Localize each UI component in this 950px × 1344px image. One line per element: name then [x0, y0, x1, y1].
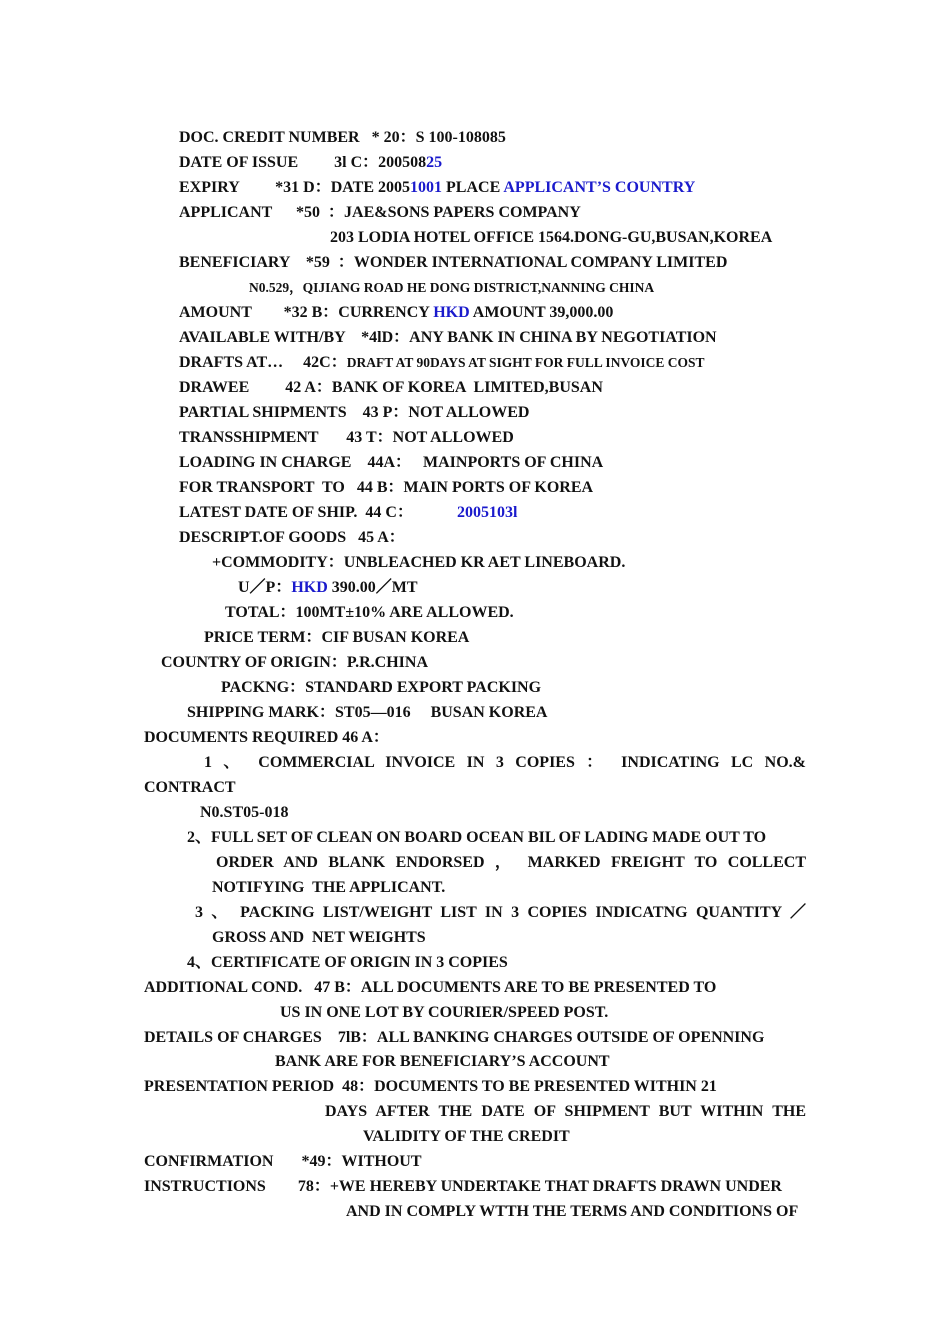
unit-price-value: 390.00／MT	[327, 579, 418, 596]
latest-date-of-ship-line	[179, 503, 518, 523]
packing-line: PACKNG：STANDARD EXPORT PACKING	[221, 679, 542, 696]
instructions-line-2: AND IN COMPLY WTTH THE TERMS AND CONDITIONS OF	[346, 1203, 799, 1220]
details-of-charges-line-2: BANK ARE FOR BENEFICIARY’S ACCOUNT	[275, 1053, 610, 1070]
expiry-place-label: PLACE	[442, 179, 504, 196]
drafts-at-label: DRAFTS AT… 42C：	[179, 354, 347, 371]
unit-price-currency: HKD	[291, 579, 328, 596]
presentation-period-line-3: VALIDITY OF THE CREDIT	[363, 1128, 570, 1145]
drawee-line: DRAWEE 42 A：BANK OF KOREA LIMITED,BUSAN	[179, 379, 603, 396]
doc-item-2-line-3: NOTIFYING THE APPLICANT.	[212, 879, 446, 896]
date-of-issue-day: 25	[426, 154, 443, 171]
transshipment-line: TRANSSHIPMENT 43 T：NOT ALLOWED	[179, 429, 514, 446]
amount-line	[179, 303, 613, 323]
doc-item-3-line-1: 3 、 PACKING LIST/WEIGHT LIST IN 3 COPIES INDICATNG QUANTITY ／	[195, 904, 807, 921]
expiry-place: APPLICANT’S COUNTRY	[503, 179, 696, 196]
expiry-date-suffix: 1001	[410, 179, 443, 196]
for-transport-line: FOR TRANSPORT TO 44 B：MAIN PORTS OF KOREA	[179, 479, 594, 496]
doc-item-1-line-3: N0.ST05-018	[200, 804, 289, 821]
applicant-line: APPLICANT *50 ：JAE&SONS PAPERS COMPANY	[179, 204, 581, 221]
instructions-line-1: INSTRUCTIONS 78：+WE HEREBY UNDERTAKE THAT DRAFTS DRAWN UNDER	[144, 1178, 782, 1195]
price-term-line: PRICE TERM：CIF BUSAN KOREA	[204, 629, 470, 646]
drafts-at-value: DRAFT AT 90DAYS AT SIGHT FOR FULL INVOICE COST	[346, 355, 705, 370]
country-of-origin-line: COUNTRY OF ORIGIN：P.R.CHINA	[161, 654, 429, 671]
doc-item-1-line-2: CONTRACT	[144, 779, 236, 796]
description-of-goods-line: DESCRIPT.OF GOODS 45 A：	[179, 529, 405, 546]
shipping-mark-line: SHIPPING MARK：ST05—016 BUSAN KOREA	[187, 704, 548, 721]
unit-price-label: U／P：	[238, 579, 292, 596]
presentation-period-line-2: DAYS AFTER THE DATE OF SHIPMENT BUT WITHIN THE	[325, 1103, 806, 1120]
amount-value: AMOUNT 39,000.00	[469, 304, 614, 321]
total-line: TOTAL：100MT±10% ARE ALLOWED.	[225, 604, 514, 621]
date-of-issue-line	[179, 153, 442, 173]
applicant-address: 203 LODIA HOTEL OFFICE 1564.DONG-GU,BUSAN,KOREA	[330, 229, 773, 246]
commodity-line: +COMMODITY：UNBLEACHED KR AET LINEBOARD.	[212, 554, 626, 571]
partial-shipments-line: PARTIAL SHIPMENTS 43 P：NOT ALLOWED	[179, 404, 530, 421]
currency-code: HKD	[433, 304, 470, 321]
additional-conditions-line-1: ADDITIONAL COND. 47 B：ALL DOCUMENTS ARE TO BE PRESENTED TO	[144, 979, 717, 996]
doc-credit-number-line: DOC. CREDIT NUMBER * 20：S 100-108085	[179, 129, 506, 146]
amount-label: AMOUNT *32 B：CURRENCY	[179, 304, 434, 321]
documents-required-heading: DOCUMENTS REQUIRED 46 A：	[144, 729, 389, 746]
doc-item-3-line-2: GROSS AND NET WEIGHTS	[212, 929, 426, 946]
latest-date-value: 2005103l	[457, 504, 518, 521]
latest-date-label: LATEST DATE OF SHIP. 44 C：	[179, 504, 413, 521]
additional-conditions-line-2: US IN ONE LOT BY COURIER/SPEED POST.	[280, 1004, 609, 1021]
unit-price-line	[238, 578, 418, 598]
doc-item-2-line-2: ORDER AND BLANK ENDORSED ， MARKED FREIGHT TO COLLECT	[216, 854, 806, 871]
drafts-at-line	[179, 353, 705, 373]
beneficiary-address: N0.529，QIJIANG ROAD HE DONG DISTRICT,NANNING CHINA	[249, 280, 655, 295]
doc-item-2-line-1: 2、FULL SET OF CLEAN ON BOARD OCEAN BIL OF LADING MADE OUT TO	[187, 829, 767, 846]
available-with-line: AVAILABLE WITH/BY *4lD：ANY BANK IN CHINA BY NEGOTIATION	[179, 329, 717, 346]
details-of-charges-line-1: DETAILS OF CHARGES 7lB：ALL BANKING CHARGES OUTSIDE OF OPENNING	[144, 1029, 765, 1046]
expiry-line	[179, 178, 695, 198]
doc-item-4-line: 4、CERTIFICATE OF ORIGIN IN 3 COPIES	[187, 954, 508, 971]
date-of-issue-text: DATE OF ISSUE 3l C：200508	[179, 154, 427, 171]
beneficiary-line: BENEFICIARY *59 ：WONDER INTERNATIONAL COMPANY LIMITED	[179, 254, 728, 271]
loading-in-charge-line: LOADING IN CHARGE 44A： MAINPORTS OF CHINA	[179, 454, 604, 471]
confirmation-line: CONFIRMATION *49：WITHOUT	[144, 1153, 422, 1170]
doc-item-1-line-1: 1 、 COMMERCIAL INVOICE IN 3 COPIES ： INDICATING LC NO.&	[204, 754, 806, 771]
presentation-period-line-1: PRESENTATION PERIOD 48：DOCUMENTS TO BE PRESENTED WITHIN 21	[144, 1078, 717, 1095]
expiry-label: EXPIRY *31 D：DATE 2005	[179, 179, 411, 196]
